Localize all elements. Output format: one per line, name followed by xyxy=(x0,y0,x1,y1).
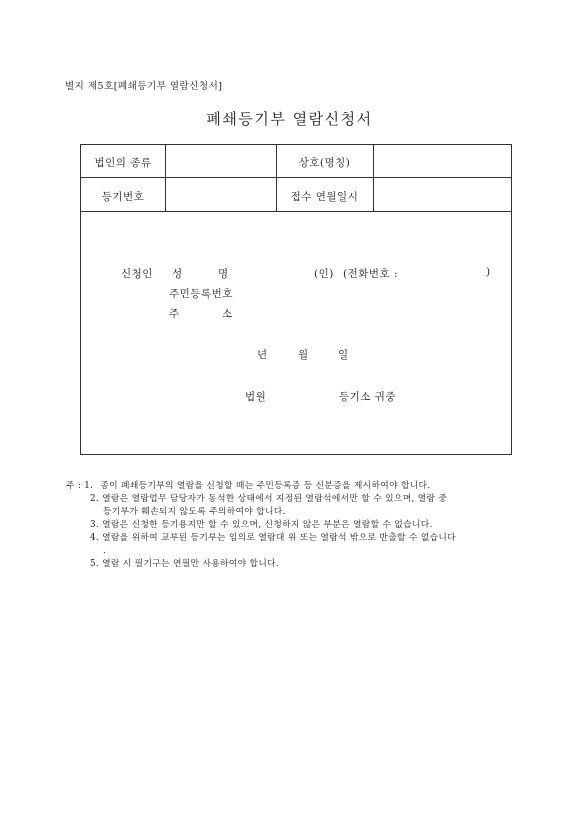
reg-number-label: 등기번호 xyxy=(101,191,145,203)
note-line-6 xyxy=(66,545,526,558)
row1-divider-3 xyxy=(373,145,374,177)
registry-office-label: 등기소 귀중 xyxy=(339,391,397,403)
address-label-char1: 주 xyxy=(169,308,180,320)
name-label-char2: 명 xyxy=(218,268,229,280)
application-form-box xyxy=(80,144,512,455)
court-label: 법원 xyxy=(245,391,267,403)
seal-mark: (인) xyxy=(314,268,334,280)
date-year-label: 년 xyxy=(257,349,268,361)
corp-type-row xyxy=(81,145,511,178)
note-text: 등기부가 훼손되지 않도록 주의하여야 합니다. xyxy=(103,507,286,517)
note-text: 5. 열람 시 필기구는 연필만 사용하여야 합니다. xyxy=(90,559,280,569)
note-text: 3. 열람은 신청한 등기용지만 할 수 있으며, 신청하지 않은 부분은 열람할 수 없습니다. xyxy=(90,520,433,530)
note-line-1 xyxy=(66,480,526,493)
row2-divider-1 xyxy=(165,178,166,211)
form-number-label: 별지 제5호[폐쇄등기부 열람신청서] xyxy=(65,81,223,92)
note-text: 종이 폐쇄등기부의 열람을 신청할 때는 주민등록증 등 신분증을 제시하여야 합니다. xyxy=(100,481,431,491)
date-day-label: 일 xyxy=(338,349,349,361)
note-line-3 xyxy=(66,506,526,519)
note-line-5 xyxy=(66,532,526,545)
trade-name-label: 상호(명칭) xyxy=(298,157,351,169)
receipt-datetime-label: 접수 연월일시 xyxy=(290,191,359,203)
document-title: 폐쇄등기부 열람신청서 xyxy=(206,110,373,128)
date-month-label: 월 xyxy=(298,349,309,361)
reg-number-row xyxy=(81,178,511,212)
note-line-7 xyxy=(66,558,526,571)
row1-divider-1 xyxy=(165,145,166,177)
note-text: 2. 열람은 열람업무 담당자가 동석한 상태에서 지정된 열람석에서만 할 수 있으며, 열람 중 xyxy=(90,494,448,504)
note-line-2 xyxy=(66,493,526,506)
corp-type-label: 법인의 종류 xyxy=(94,157,152,169)
address-label-char2: 소 xyxy=(222,308,233,320)
row2-divider-3 xyxy=(373,178,374,211)
note-text: . xyxy=(103,546,107,556)
resident-number-label: 주민등록번호 xyxy=(169,288,233,300)
notes-prefix: 주 : 1. xyxy=(66,481,94,491)
phone-label: (전화번호 : xyxy=(343,268,399,280)
note-text: 4. 열람을 위하여 교부된 등기부는 임의로 열람대 위 또는 열람석 밖으로 반출할 수 없습니다 xyxy=(90,533,456,543)
note-line-4 xyxy=(66,519,526,532)
name-label-char1: 성 xyxy=(172,268,183,280)
applicant-label: 신청인 xyxy=(121,268,153,280)
phone-close-paren: ) xyxy=(486,266,491,278)
notes-section xyxy=(66,480,526,571)
